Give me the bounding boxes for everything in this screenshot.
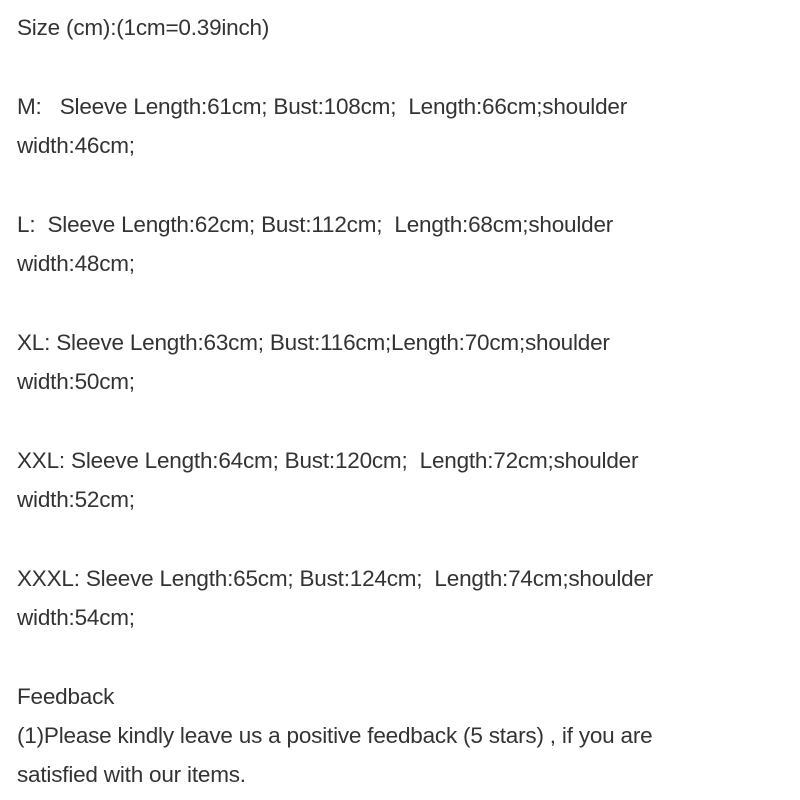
size-entry-line: XXXL: Sleeve Length:65cm; Bust:124cm; Length:74cm;shoulder: [17, 566, 654, 591]
size-entry-m: [17, 87, 787, 165]
size-entry-line: XXL: Sleeve Length:64cm; Bust:120cm; Length:72cm;shoulder: [17, 448, 639, 473]
size-entry-line: L: Sleeve Length:62cm; Bust:112cm; Length:68cm;shoulder: [17, 212, 614, 237]
feedback-section: [17, 677, 787, 794]
spacer: [17, 401, 787, 441]
product-description: [17, 8, 787, 794]
size-entry-xl: [17, 323, 787, 401]
spacer: [17, 519, 787, 559]
size-entry-xxl: [17, 441, 787, 519]
size-entry-line: width:54cm;: [17, 605, 135, 630]
size-entry-line: M: Sleeve Length:61cm; Bust:108cm; Length:66cm;shoulder: [17, 94, 627, 119]
spacer: [17, 165, 787, 205]
spacer: [17, 637, 787, 677]
size-entry-line: width:50cm;: [17, 369, 135, 394]
size-entry-line: width:46cm;: [17, 133, 135, 158]
size-entry-line: width:48cm;: [17, 251, 135, 276]
feedback-text-line: (1)Please kindly leave us a positive feedback (5 stars) , if you are: [17, 723, 653, 748]
size-header: Size (cm):(1cm=0.39inch): [17, 15, 270, 40]
size-entry-line: XL: Sleeve Length:63cm; Bust:116cm;Length:70cm;shoulder: [17, 330, 610, 355]
spacer: [17, 47, 787, 87]
spacer: [17, 283, 787, 323]
size-entry-line: width:52cm;: [17, 487, 135, 512]
feedback-title: Feedback: [17, 684, 115, 709]
size-entry-l: [17, 205, 787, 283]
feedback-text-line: satisfied with our items.: [17, 762, 246, 787]
size-entry-xxxl: [17, 559, 787, 637]
